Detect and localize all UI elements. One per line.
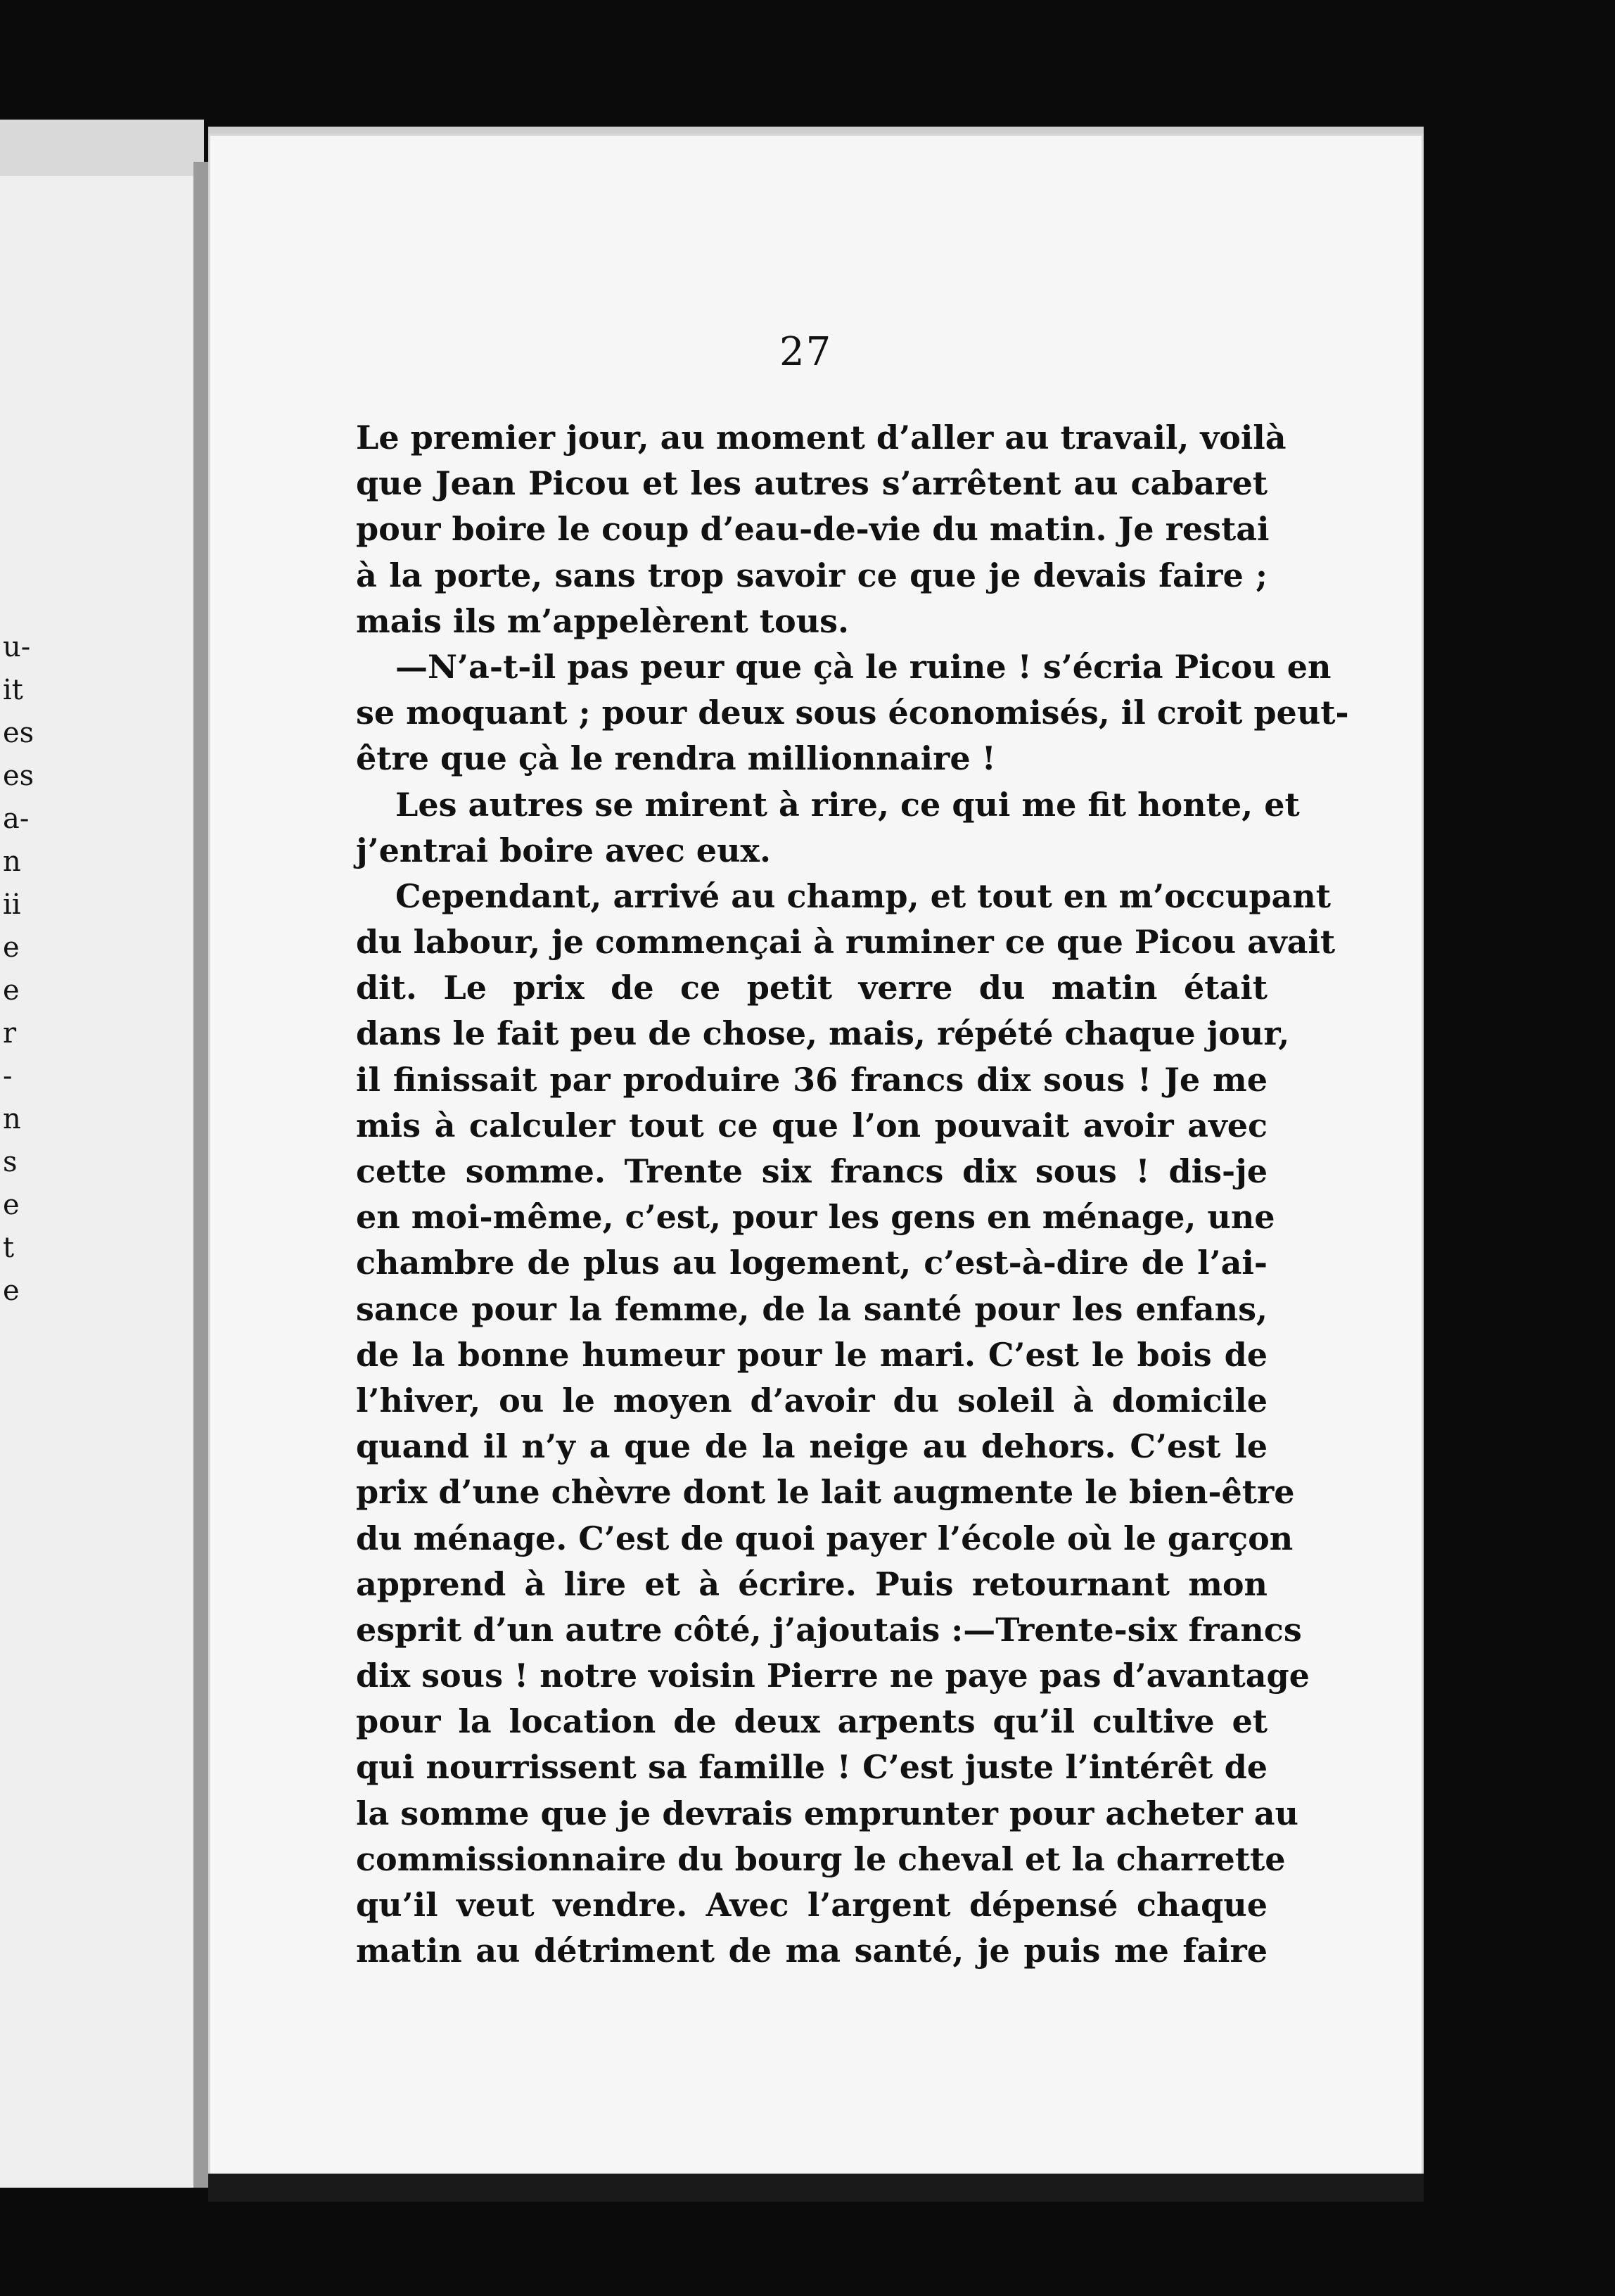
text-line: en moi-même, c’est, pour les gens en ménage, une [356, 1198, 1275, 1237]
text-line: qui nourrissent sa famille ! C’est juste l’intérêt de [356, 1748, 1268, 1787]
previous-page-fragment: e [3, 974, 20, 1007]
previous-page-fragment: a- [3, 803, 30, 835]
text-line: l’hiver, ou le moyen d’avoir du soleil à domicile [356, 1381, 1268, 1420]
previous-page-fragment: es [3, 760, 34, 792]
text-line: pour boire le coup d’eau-de-vie du matin. Je restai [356, 510, 1270, 549]
text-line: quand il n’y a que de la neige au dehors. C’est le [356, 1427, 1268, 1466]
text-line: Les autres se mirent à rire, ce qui me fit honte, et [395, 785, 1300, 824]
previous-page-fragment: ii [3, 888, 21, 921]
previous-page-fragment: u- [3, 631, 31, 663]
previous-page-fragment: e [3, 1275, 20, 1307]
text-line: j’entrai boire avec eux. [356, 831, 771, 869]
page-number: 27 [779, 329, 833, 375]
previous-page-fragment: r [3, 1017, 17, 1050]
previous-page-fragment: e [3, 1189, 20, 1221]
previous-page-fragment: n [3, 846, 21, 878]
previous-page-fragment: e [3, 931, 20, 964]
text-line: prix d’une chèvre dont le lait augmente le bien-être [356, 1473, 1295, 1512]
text-line: matin au détriment de ma santé, je puis me faire [356, 1932, 1268, 1970]
text-line: dans le fait peu de chose, mais, répété chaque jour, [356, 1014, 1290, 1053]
text-line: à la porte, sans trop savoir ce que je devais faire ; [356, 556, 1268, 594]
text-line: que Jean Picou et les autres s’arrêtent au cabaret [356, 464, 1268, 503]
previous-page-fragment: n [3, 1103, 21, 1135]
text-line: mais ils m’appelèrent tous. [356, 601, 850, 640]
text-line: pour la location de deux arpents qu’il cultive et [356, 1702, 1268, 1741]
previous-page-text-fragments [3, 626, 45, 1313]
text-line: cette somme. Trente six francs dix sous ! dis-je [356, 1152, 1268, 1190]
text-line: la somme que je devrais emprunter pour acheter au [356, 1794, 1298, 1832]
text-line: esprit d’un autre côté, j’ajoutais :—Trente-six francs [356, 1610, 1302, 1649]
text-line: dit. Le prix de ce petit verre du matin était [356, 969, 1268, 1007]
text-line: apprend à lire et à écrire. Puis retournant mon [356, 1564, 1268, 1603]
text-line: de la bonne humeur pour le mari. C’est le bois de [356, 1335, 1268, 1374]
page-body-text [356, 415, 1349, 1974]
text-line: —N’a-t-il pas peur que çà le ruine ! s’écria Picou en [395, 647, 1332, 686]
previous-page-fragment: t [3, 1232, 15, 1264]
text-line: sance pour la femme, de la santé pour les enfans, [356, 1289, 1268, 1328]
text-line: chambre de plus au logement, c’est-à-dire de l’ai- [356, 1244, 1268, 1282]
text-line: dix sous ! notre voisin Pierre ne paye pas d’avantage [356, 1657, 1310, 1695]
text-line: qu’il veut vendre. Avec l’argent dépensé chaque [356, 1886, 1268, 1924]
text-line: Cependant, arrivé au champ, et tout en m’occupant [395, 876, 1331, 915]
previous-page-fragment: it [3, 674, 23, 706]
previous-page-fragment: - [3, 1060, 13, 1092]
previous-page-fragment: s [3, 1146, 18, 1178]
previous-page-fragment: es [3, 717, 34, 749]
text-line: mis à calculer tout ce que l’on pouvait avoir avec [356, 1106, 1268, 1144]
text-line: il finissait par produire 36 francs dix sous ! Je me [356, 1060, 1268, 1099]
text-line: être que çà le rendra millionnaire ! [356, 739, 996, 778]
text-line: du labour, je commençai à ruminer ce que Picou avait [356, 923, 1336, 962]
page-bottom-shadow [208, 2174, 1424, 2202]
text-line: commissionnaire du bourg le cheval et la charrette [356, 1839, 1286, 1878]
previous-page-edge [0, 176, 211, 2188]
text-line: se moquant ; pour deux sous économisés, il croit peut- [356, 694, 1349, 732]
text-line: du ménage. C’est de quoi payer l’école où le garçon [356, 1519, 1294, 1557]
text-line: Le premier jour, au moment d’aller au travail, voilà [356, 419, 1287, 457]
